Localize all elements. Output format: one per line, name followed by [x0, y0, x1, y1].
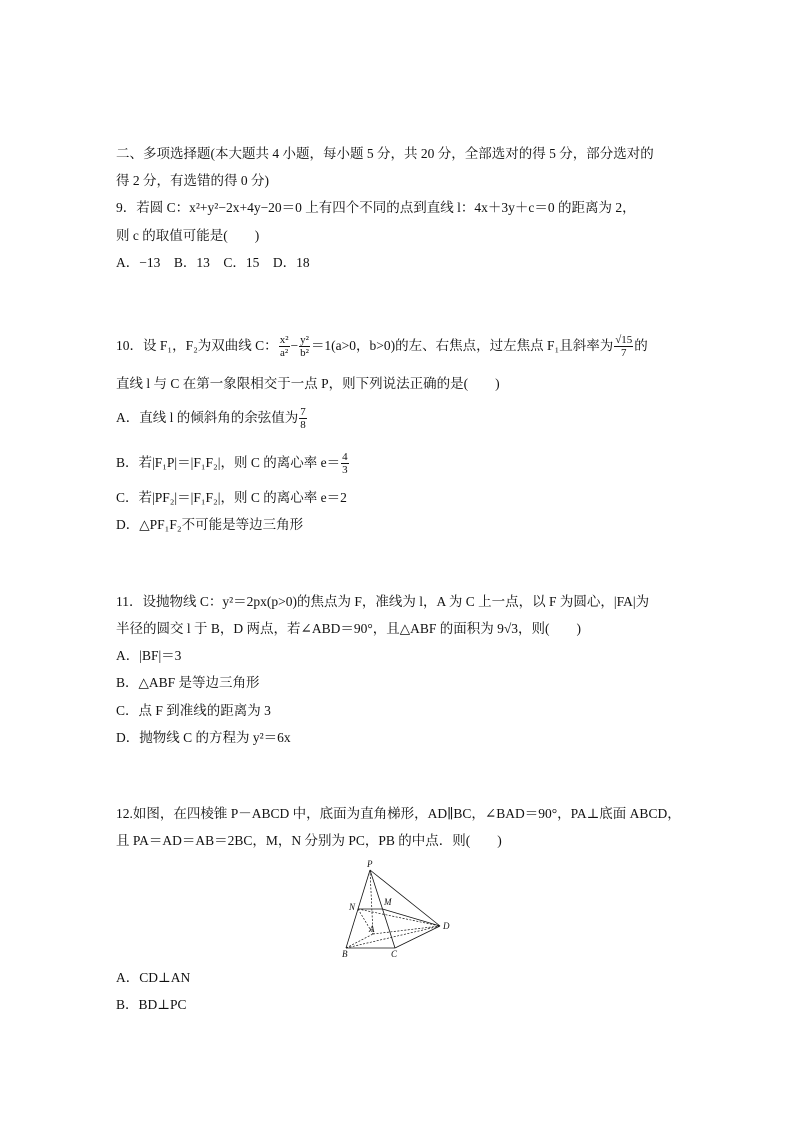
q11-stem-line-2: 半径的圆交 l 于 B，D 两点，若∠ABD＝90°，且△ABF 的面积为 9√3，则( ): [116, 621, 582, 636]
q10-option-b: [116, 448, 350, 478]
q10-option-a: [116, 403, 308, 433]
fraction-numerator: √15: [615, 334, 633, 347]
q12-option-a: A．CD⊥AN: [116, 970, 191, 985]
label-M: M: [384, 897, 392, 907]
section-heading-line-1: 二、多项选择题(本大题共 4 小题，每小题 5 分，共 20 分，全部选对的得 5 分，部分选对的: [116, 146, 654, 161]
label-D: D: [443, 921, 450, 931]
fraction-y2-b2: [299, 334, 310, 359]
label-P: P: [367, 859, 373, 869]
label-A: A: [369, 924, 375, 934]
fraction-numerator: x²: [279, 334, 289, 347]
fraction-numerator: 4: [342, 451, 348, 464]
q9-options: A．−13 B．13 C．15 D．18: [116, 255, 310, 270]
q11-stem-line-1: 11．设抛物线 C：y²＝2px(p>0)的焦点为 F，准线为 l，A 为 C 上一点，以 F 为圆心，|FA|为: [116, 594, 650, 609]
edge-CD: [395, 926, 440, 948]
q10-option-b-text: B．若|F₁P|＝|F₁F₂|，则 C 的离心率 e＝: [116, 455, 341, 470]
q10-stem-part-c: 的: [634, 338, 648, 353]
edge-AD-hidden: [373, 926, 440, 934]
diagonal-BD-hidden: [346, 926, 440, 948]
q11-option-a: A．|BF|＝3: [116, 648, 182, 663]
q11-option-c: C．点 F 到准线的距离为 3: [116, 703, 271, 718]
fraction-slope: [614, 334, 633, 359]
q10-stem-line-1: [116, 331, 648, 361]
edge-PD: [370, 870, 440, 926]
q11-option-d: D．抛物线 C 的方程为 y²＝6x: [116, 730, 291, 745]
q10-stem-line-2: 直线 l 与 C 在第一象限相交于一点 P，则下列说法正确的是( ): [116, 376, 500, 391]
q10-stem-part-b: ＝1(a>0，b>0)的左、右焦点，过左焦点 F₁且斜率为: [310, 338, 614, 353]
pyramid-figure: [340, 858, 455, 960]
q11-option-b: B．△ABF 是等边三角形: [116, 675, 260, 690]
fraction-denominator: a²: [280, 347, 289, 360]
q12-stem-line-1: 12.如图，在四棱锥 P－ABCD 中，底面为直角梯形，AD∥BC，∠BAD＝90°，PA⊥底面 ABCD，: [116, 806, 681, 821]
q9-stem-line-1: 9．若圆 C：x²+y²−2x+4y−20＝0 上有四个不同的点到直线 l：4x＋3y＋c＝0 的距离为 2，: [116, 200, 636, 215]
q12-option-b: B．BD⊥PC: [116, 997, 187, 1012]
section-heading-line-2: 得 2 分，有选错的得 0 分): [116, 173, 269, 188]
fraction-numerator: 7: [300, 406, 306, 419]
fraction-4-3: [341, 451, 349, 476]
minus-sign: −: [290, 338, 299, 353]
fraction-denominator: b²: [300, 347, 309, 360]
label-C: C: [391, 949, 398, 959]
q10-option-a-text: A．直线 l 的倾斜角的余弦值为: [116, 410, 299, 425]
label-N: N: [349, 902, 356, 912]
q10-stem-part-a: 10．设 F₁，F₂为双曲线 C：: [116, 338, 278, 353]
q9-stem-line-2: 则 c 的取值可能是( ): [116, 228, 260, 243]
segment-MD: [383, 909, 441, 926]
fraction-numerator: y²: [300, 334, 309, 347]
fraction-denominator: 3: [342, 464, 348, 477]
fraction-denominator: 8: [300, 419, 306, 432]
q10-option-d: D．△PF₁F₂不可能是等边三角形: [116, 517, 304, 532]
fraction-7-8: [299, 406, 307, 431]
label-B: B: [342, 949, 348, 959]
q12-stem-line-2: 且 PA＝AD＝AB＝2BC，M，N 分别为 PC，PB 的中点．则( ): [116, 833, 502, 848]
fraction-x2-a2: [279, 334, 290, 359]
q10-option-c: C．若|PF₂|＝|F₁F₂|，则 C 的离心率 e＝2: [116, 490, 347, 505]
fraction-denominator: 7: [621, 347, 627, 360]
